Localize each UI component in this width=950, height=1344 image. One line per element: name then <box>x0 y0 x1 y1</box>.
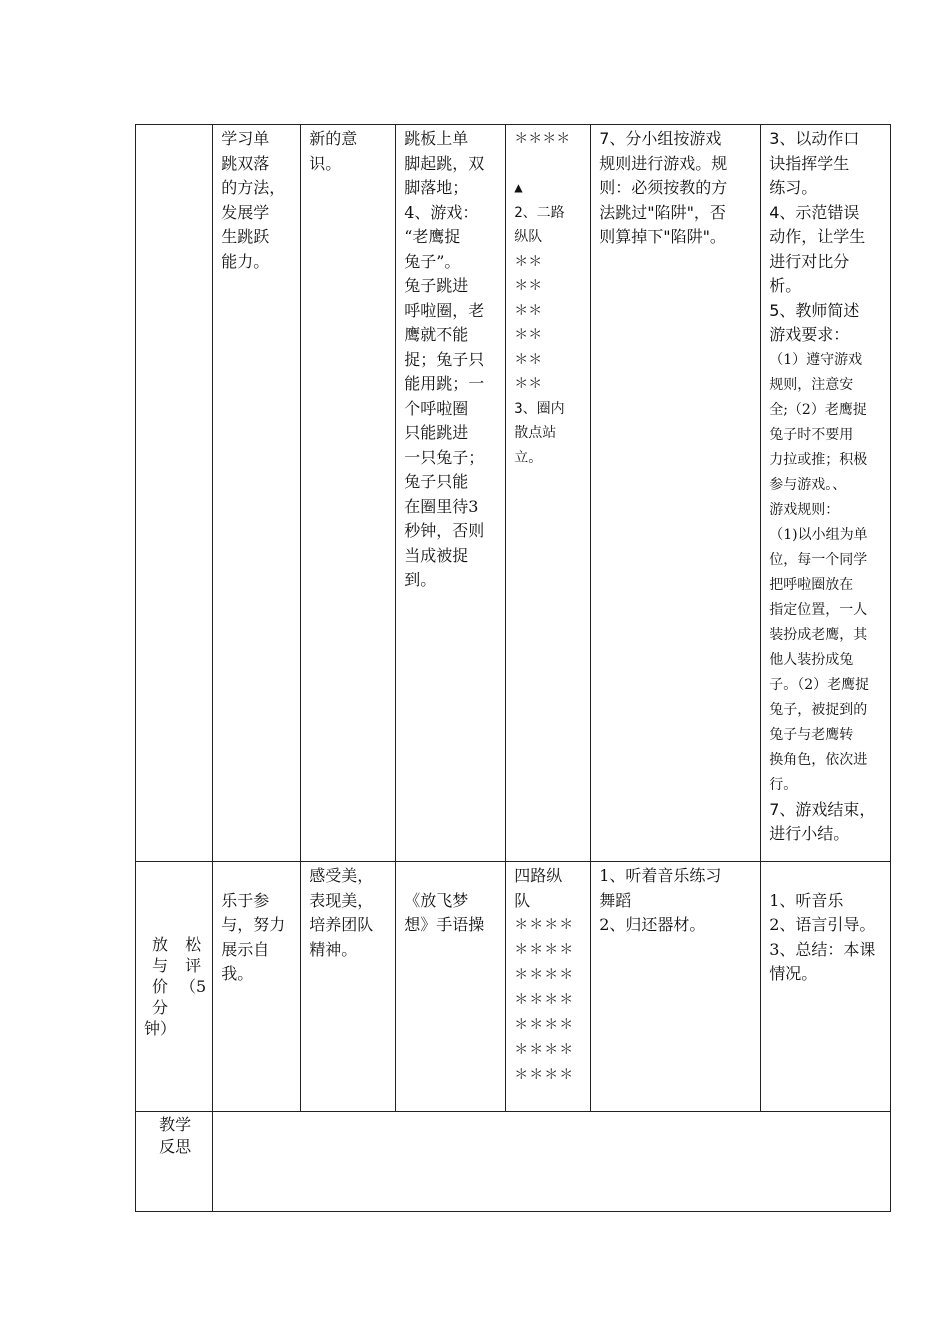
stage-relax-cell <box>136 862 213 1112</box>
text-line: 兔子，被捉到的 <box>769 701 868 718</box>
text-line: 分 <box>152 998 169 1017</box>
text-line: 练习。 <box>769 178 818 197</box>
text-line: 秒钟，否则 <box>404 521 485 540</box>
text-line: 3、以动作口 <box>769 129 860 148</box>
text-line: 展示自 <box>221 939 270 959</box>
text-line: ＊＊ <box>514 253 543 270</box>
text-line: 指定位置，一人 <box>769 601 868 618</box>
text-line: 参与游戏。、 <box>769 476 847 493</box>
text-line: 进行小结。 <box>769 824 850 843</box>
text-line: 鹰就不能 <box>404 325 469 344</box>
student-activity-cell <box>591 125 761 862</box>
text-line: 钟） <box>144 1019 177 1038</box>
objective-cell <box>213 125 301 862</box>
text-line: 脚落地； <box>404 178 469 197</box>
text-line: ＊＊＊＊ <box>514 942 575 958</box>
goal-relax-cell <box>301 862 396 1112</box>
text-line: 2、归还器材。 <box>599 915 706 934</box>
text-line: 纵队 <box>514 229 543 245</box>
text-line: ＊＊＊＊ <box>514 1017 575 1033</box>
text-line: 1、听着音乐练习 <box>599 866 722 885</box>
text-line: 4、游戏： <box>404 202 479 222</box>
text-line: ＊＊ <box>514 302 543 319</box>
text-line: 析。 <box>769 276 802 295</box>
text-line: 舞蹈 <box>599 890 632 910</box>
text-line: 表现美， <box>309 890 374 910</box>
formation-relax-cell <box>506 862 591 1112</box>
text-line: 生跳跃 <box>221 227 270 246</box>
table-row-relax <box>136 862 891 1112</box>
text-line: 5、教师简述 <box>769 300 860 320</box>
text-line: 识。 <box>309 153 342 173</box>
text-line: 情况。 <box>769 964 818 983</box>
text-line: 法跳过"陷阱"，否 <box>599 202 726 222</box>
text-line <box>769 864 884 889</box>
text-line: 动作，让学生 <box>769 227 866 246</box>
text-line: “老鹰捉 <box>404 227 461 246</box>
stage-cell <box>136 125 213 862</box>
text-line: 把呼啦圈放在 <box>769 576 854 593</box>
text-line: 规则，注意安 <box>769 376 854 393</box>
text-line: 评 <box>185 956 202 975</box>
reflection-label-cell <box>136 1112 213 1212</box>
text-line: 个呼啦圈 <box>404 398 469 418</box>
text-line: 4、示范错误 <box>769 202 860 222</box>
teacher-activity-cell <box>761 125 891 862</box>
text-line: 跳板上单 <box>404 129 469 148</box>
text-line: 教学 <box>159 1115 192 1134</box>
text-line: ＊＊＊＊ <box>514 917 575 933</box>
text-line: 队 <box>514 890 531 910</box>
content-cell <box>396 125 506 862</box>
text-line: 反思 <box>159 1137 192 1156</box>
table-row-activity <box>136 125 891 862</box>
text-line: 2、二路 <box>514 204 565 221</box>
text-line: 换角色，依次进 <box>769 751 868 768</box>
text-line <box>221 864 294 889</box>
text-line: 子。（2）老鹰捉 <box>769 676 870 693</box>
text-line: 捉；兔子只 <box>404 349 485 369</box>
text-line: 力拉或推；积极 <box>769 451 868 468</box>
stage-title-col-0 <box>144 934 176 1039</box>
text-line: 7、游戏结束， <box>769 799 876 819</box>
text-line: 则：必须按教的方 <box>599 178 728 197</box>
text-line: 散点站 <box>514 425 557 441</box>
text-line: 想》手语操 <box>404 915 485 934</box>
text-line: 游戏要求： <box>769 325 850 344</box>
text-line: 只能跳进 <box>404 423 469 442</box>
text-line: 2、语言引导。 <box>769 915 876 934</box>
objective-relax-cell <box>213 862 301 1112</box>
lesson-plan-table <box>135 124 891 1212</box>
text-line: 脚起跳，双 <box>404 153 485 173</box>
text-line: 3、圈内 <box>514 400 565 417</box>
stage-relax-title <box>144 934 206 1039</box>
text-line: ▲ <box>514 180 523 196</box>
text-line: 1、听音乐 <box>769 890 844 910</box>
student-relax-cell <box>591 862 761 1112</box>
text-line: 精神。 <box>309 939 358 959</box>
text-line: 四路纵 <box>514 866 563 885</box>
text-line: （1）遵守游戏 <box>769 351 863 368</box>
text-line: ＊＊ <box>514 327 543 343</box>
text-line: ＊＊＊＊ <box>514 1067 575 1083</box>
text-line: ＊＊＊＊ <box>514 967 575 983</box>
text-line: 7、分小组按游戏 <box>599 129 722 148</box>
text-line: 兔子”。 <box>404 251 461 271</box>
text-line <box>404 864 499 889</box>
text-line: ＊＊＊＊ <box>514 131 571 147</box>
text-line: 他人装扮成兔 <box>769 651 854 668</box>
text-line: 的方法， <box>221 178 286 197</box>
text-line: 游戏规则： <box>769 501 840 518</box>
text-line: 到。 <box>404 570 437 589</box>
text-line: 兔子与老鹰转 <box>769 726 854 743</box>
text-line: 学习单 <box>221 129 270 148</box>
text-line: 我。 <box>221 964 254 983</box>
text-line: 《放飞梦 <box>404 890 469 910</box>
text-line: 乐于参 <box>221 890 270 910</box>
text-line: 跳双落 <box>221 153 270 173</box>
text-line: 则算掉下"陷阱"。 <box>599 227 726 246</box>
content-relax-cell <box>396 862 506 1112</box>
text-line: 发展学 <box>221 202 270 222</box>
text-line: 进行对比分 <box>769 251 850 271</box>
table-row-reflection <box>136 1112 891 1212</box>
text-line: 兔子跳进 <box>404 276 469 295</box>
text-line: ＊＊＊＊ <box>514 992 575 1008</box>
text-line: 新的意 <box>309 129 358 148</box>
teacher-relax-cell <box>761 862 891 1112</box>
formation-cell <box>506 125 591 862</box>
text-line: 全;（2）老鹰捉 <box>769 401 867 418</box>
text-line: 放 <box>152 935 169 954</box>
text-line: ＊＊ <box>514 351 543 368</box>
text-line: 3、总结：本课 <box>769 939 876 959</box>
text-line: 立。 <box>514 449 543 466</box>
text-line: 感受美， <box>309 866 374 885</box>
text-line: ＊＊＊＊ <box>514 1042 575 1058</box>
text-line: 装扮成老鹰，其 <box>769 626 868 643</box>
text-line: 与，努力 <box>221 915 286 934</box>
goal-cell <box>301 125 396 862</box>
text-line: 兔子只能 <box>404 472 469 491</box>
text-line: 诀指挥学生 <box>769 153 850 173</box>
text-line: ＊＊ <box>514 278 543 294</box>
text-line: 呼啦圈，老 <box>404 300 485 320</box>
text-line: 与 <box>152 956 169 975</box>
text-line: 培养团队 <box>309 915 374 934</box>
stage-title-col-1 <box>180 934 206 1039</box>
text-line: 位，每一个同学 <box>769 551 868 568</box>
text-line: 在圈里待3 <box>404 496 479 516</box>
text-line: 一只兔子； <box>404 447 485 467</box>
text-line: 能用跳；一 <box>404 374 485 393</box>
text-line: 行。 <box>769 776 798 793</box>
text-line: 兔子时不要用 <box>769 426 854 443</box>
text-line: 当成被捉 <box>404 545 469 565</box>
text-line: ＊＊ <box>514 376 543 392</box>
reflection-content-cell <box>213 1112 891 1212</box>
text-line: 松 <box>185 935 202 954</box>
text-line <box>514 152 584 177</box>
text-line: 价 <box>152 977 169 996</box>
text-line: 能力。 <box>221 251 270 271</box>
text-line: （1)以小组为单 <box>769 526 868 543</box>
text-line: （5 <box>180 977 207 996</box>
text-line: 规则进行游戏。规 <box>599 153 728 173</box>
